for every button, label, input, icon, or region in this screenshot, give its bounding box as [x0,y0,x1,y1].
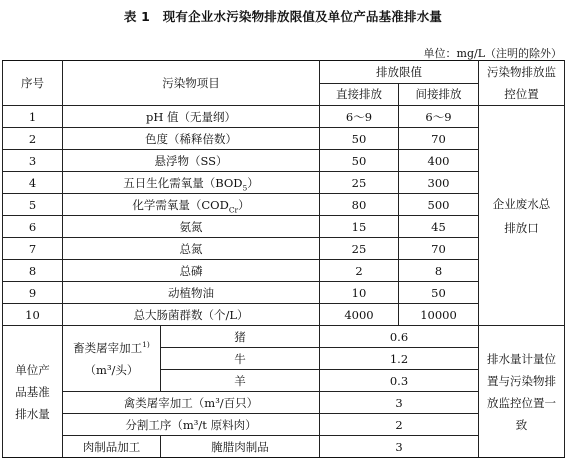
row-no: 5 [3,194,63,216]
benchmark-label: 单位产品基准排水量 [3,326,63,458]
row-direct: 15 [320,216,399,238]
header-monitor: 污染物排放监控位置 [479,61,565,106]
row-no: 7 [3,238,63,260]
row-name: 悬浮物（SS） [63,150,320,172]
row-name: 色度（稀释倍数） [63,128,320,150]
poultry-value: 3 [320,392,479,414]
header-limit: 排放限值 [320,61,479,84]
row-name: 动植物油 [63,282,320,304]
cured-meat-label: 腌腊肉制品 [161,436,320,458]
row-name: 总大肠菌群数（个/L） [63,304,320,326]
row-direct: 2 [320,260,399,282]
row-no: 9 [3,282,63,304]
sheep-value: 0.3 [320,370,479,392]
unit-note: 单位：mg/L（注明的除外） [423,47,562,60]
cutting-label: 分割工序（m³/t 原料肉） [63,414,320,436]
poultry-label: 禽类屠宰加工（m³/百只） [63,392,320,414]
table-row [3,106,565,128]
header-indirect: 间接排放 [399,83,479,106]
header-direct: 直接排放 [320,83,399,106]
livestock-label: 畜类屠宰加工$^{1)}$ （m³/头） [63,326,161,392]
row-indirect: 300 [399,172,479,194]
row-indirect: 6～9 [399,106,479,128]
row-no: 8 [3,260,63,282]
row-indirect: 50 [399,282,479,304]
row-indirect: 70 [399,238,479,260]
row-no: 2 [3,128,63,150]
cured-meat-value: 3 [320,436,479,458]
row-direct: 4000 [320,304,399,326]
row-name: 五日生化需氧量$(BOD_5)$ [63,172,320,194]
row-indirect: 45 [399,216,479,238]
row-name: 化学需氧量$(COD_{Cr})$ [63,194,320,216]
row-name: 氨氮 [63,216,320,238]
row-direct: 80 [320,194,399,216]
row-direct: 10 [320,282,399,304]
row-indirect: 400 [399,150,479,172]
cutting-value: 2 [320,414,479,436]
cattle-value: 1.2 [320,348,479,370]
pig-label: 猪 [161,326,320,348]
row-no: 1 [3,106,63,128]
sheep-label: 羊 [161,370,320,392]
cattle-label: 牛 [161,348,320,370]
row-no: 3 [3,150,63,172]
benchmark-monitor: 排水量计量位置与污染物排放监控位置一致 [479,326,565,458]
row-direct: 25 [320,172,399,194]
monitor-location-total-outlet: 企业废水总排放口 [479,106,565,326]
row-no: 10 [3,304,63,326]
header-seq: 序号 [3,61,63,106]
row-direct: 50 [320,128,399,150]
row-no: 4 [3,172,63,194]
row-indirect: 10000 [399,304,479,326]
row-indirect: 70 [399,128,479,150]
row-direct: 6～9 [320,106,399,128]
row-direct: 25 [320,238,399,260]
table-title: 表 1 现有企业水污染物排放限值及单位产品基准排水量 [123,9,443,24]
row-name: 总氮 [63,238,320,260]
row-no: 6 [3,216,63,238]
row-name: 总磷 [63,260,320,282]
header-item: 污染物项目 [63,61,320,106]
row-indirect: 500 [399,194,479,216]
table-row [3,326,565,348]
row-name: pH 值（无量纲） [63,106,320,128]
row-indirect: 8 [399,260,479,282]
row-direct: 50 [320,150,399,172]
pig-value: 0.6 [320,326,479,348]
emission-limits-table [2,60,565,458]
meat-processing-label: 肉制品加工 [63,436,161,458]
